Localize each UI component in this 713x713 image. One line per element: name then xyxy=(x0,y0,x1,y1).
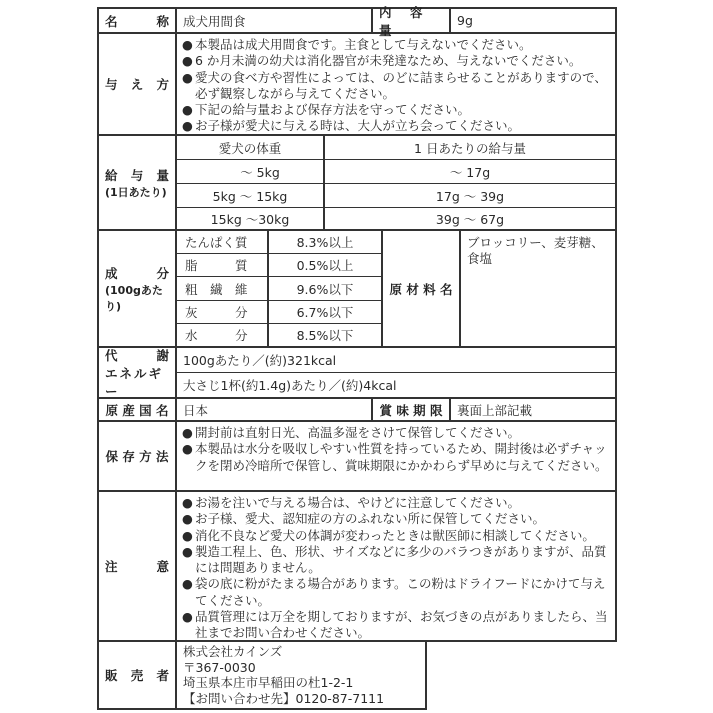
list-item: ● 6 か月未満の幼犬は消化器官が未発達なため、与えないでください。 xyxy=(182,53,610,69)
row-feeding-amount xyxy=(97,134,617,229)
list-item: ● 愛犬の食べ方や習性によっては、のどに詰まらせることがありますので、必ず観察しながら与えてください。 xyxy=(182,70,610,103)
list-item: ● お子様が愛犬に与える時は、大人が立ち会ってください。 xyxy=(182,118,610,134)
table-row: 5kg 〜 15kg 17g 〜 39g xyxy=(177,183,615,207)
product-name: 成犬用間食 xyxy=(177,9,373,32)
list-item: ● 下記の給与量および保存方法を守ってください。 xyxy=(182,102,610,118)
row-name xyxy=(97,4,617,38)
composition-table xyxy=(177,231,383,346)
row-composition xyxy=(97,229,617,346)
feeding-method-list xyxy=(177,34,615,134)
row-feeding-method xyxy=(97,32,617,134)
list-item: ● お子様、愛犬、認知症の方のふれない所に保管してください。 xyxy=(182,511,610,527)
label-seller: 販 売 者 xyxy=(99,642,177,708)
list-item: ● 品質管理には万全を期しておりますが、お気づきの点がありましたら、当社までお問い合わせください。 xyxy=(182,609,610,642)
header-weight: 愛犬の体重 xyxy=(177,136,325,159)
header-amount: 1 日あたりの給与量 xyxy=(414,140,526,156)
feeding-table-header xyxy=(177,136,615,159)
best-before-value: 裏面上部記載 xyxy=(457,402,533,418)
list-item: ● 本製品は成犬用間食です。主食として与えないでください。 xyxy=(182,37,610,53)
list-item: ● お湯を注いで与える場合は、やけどに注意してください。 xyxy=(182,495,610,511)
table-row: 脂 質 0.5%以上 xyxy=(177,253,381,276)
seller-info xyxy=(177,642,425,708)
list-item: ● 本製品は水分を吸収しやすい性質を持っているため、開封後は必ずチャックを閉め冷暗所で保管し、賞味期限にかかわらず早めに与えてください。 xyxy=(182,441,610,474)
table-row: 〜 5kg 〜 17g xyxy=(177,159,615,183)
row-origin xyxy=(97,397,617,420)
table-row: 粗 繊 維 9.6%以下 xyxy=(177,276,381,299)
ingredients-value: ブロッコリー、麦芽糖、食塩 xyxy=(467,235,604,266)
table-row: 水 分 8.5%以下 xyxy=(177,323,381,346)
origin-value: 日本 xyxy=(177,399,373,420)
list-item: ● 袋の底に粉がたまる場合があります。この粉はドライフードにかけて与えてください。 xyxy=(182,576,610,609)
caution-list xyxy=(177,492,615,640)
table-row: 灰 分 6.7%以下 xyxy=(177,300,381,323)
seller-address: 埼玉県本庄市早稲田の杜1-2-1 xyxy=(183,675,354,690)
seller-postal-code: 〒367-0030 xyxy=(183,659,256,675)
row-energy xyxy=(97,346,617,397)
table-row: たんぱく質 8.3%以上 xyxy=(177,231,381,253)
row-caution xyxy=(97,490,617,642)
feeding-table xyxy=(177,136,615,229)
label-origin: 原 産 国 名 xyxy=(99,399,177,420)
label-composition: 成 分 (100gあたり) xyxy=(99,231,177,346)
seller-company: 株式会社カインズ xyxy=(183,644,283,659)
label-energy: 代 謝 エネルギー xyxy=(99,348,177,397)
label-feeding-method: 与 え 方 xyxy=(99,34,177,134)
row-storage xyxy=(97,420,617,490)
list-item: ● 製造工程上、色、形状、サイズなどに多少のバラつきがありますが、品質には問題ありません。 xyxy=(182,544,610,577)
label-ingredients: 原 材 料 名 xyxy=(383,231,461,346)
label-best-before: 賞 味 期 限 xyxy=(373,399,451,420)
label-storage: 保 存 方 法 xyxy=(99,422,177,490)
table-row: 15kg 〜30kg 39g 〜 67g xyxy=(177,207,615,229)
list-item: ● 開封前は直射日光、高温多湿をさけて保管してください。 xyxy=(182,425,610,441)
product-label-table xyxy=(97,4,617,710)
row-seller xyxy=(97,642,427,710)
content-value: 9g xyxy=(457,13,473,28)
energy-values: 100gあたり／(約)321kcal 大さじ1杯(約1.4g)あたり／(約)4kcal xyxy=(177,348,615,397)
storage-list xyxy=(177,422,615,490)
list-item: ● 消化不良など愛犬の体調が変わったときは獣医師に相談してください。 xyxy=(182,528,610,544)
seller-contact: 【お問い合わせ先】0120-87-7111 xyxy=(183,690,385,706)
label-caution: 注 意 xyxy=(99,492,177,640)
label-feeding-amount: 給 与 量 (1日あたり) xyxy=(99,136,177,229)
label-content: 内 容 量 xyxy=(373,9,451,32)
label-name: 名 称 xyxy=(99,9,177,32)
